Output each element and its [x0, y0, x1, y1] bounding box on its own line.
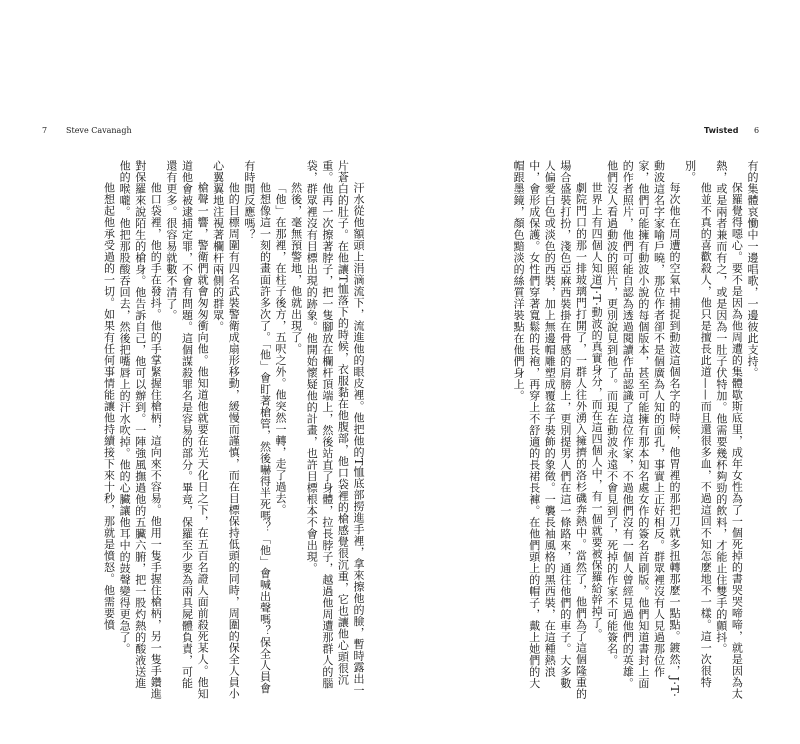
paragraph: 然後，毫無預警地，他就出現了。 — [289, 182, 303, 355]
body-text — [438, 160, 760, 700]
running-head-author: Steve Cavanagh — [66, 126, 132, 135]
paragraph: 他的目標周圍有四名武裝警衛成扇形移動，緩慢而謹慎，而在目標保持低頭的同時，周圍的保全人員小心翼翼地注視著欄杆兩側的群眾。 — [211, 160, 241, 700]
right-page — [400, 0, 800, 744]
paragraph: 他想起他承受過的一切。如果有任何事情能讓他持續接下來十秒，那就是憤怒。他需要憤 — [102, 182, 116, 631]
paragraph: 汗水從他額頭上涓滴流下，流進他的眼皮裡。他把他的T恤底部撈進手裡，拿來擦他的臉，暫時露出一片蒼白的肚子。在他讓T恤落下的時候，衣服黏在他腹部，他口袋裡的槍感覺很沉重，它也讓他心頭很沉重。他再一次擦著脖子，把一隻腳放在欄杆頂端上，然後站直了身體，拉長脖子，越過他周遭那群人的腦袋，群眾裡沒有目標出現的跡象。他開始懷疑他的計畫，也許目標根本不會出現。 — [305, 160, 365, 696]
page-number: 7 — [42, 126, 48, 135]
paragraph: 劇院門口的那一排玻璃門打開了，一群人往外湧入擁擠的洛杉磯奔熱中。當然了，他們為了這個隆重的場合盛裝打扮，淺色亞麻西裝掛在骨感的肩膀上，更別提男人們在這一條路來，通往他們的車子。大多數人偏愛白色或淡色的西裝，加上無邊帽雕塑成覆盆子裝飾的象徵。一襲長袖風格的黑西裝，在這種熱浪中，會形成保護。女性們穿著寬鬆的長袍，再穿上不舒適的長裙長褲。在他們頭上的帽子，戴上她們的大帽跟墨鏡，顏色黯淡的絲質洋裝點在他們身上。 — [512, 160, 588, 700]
paragraph: 「他」在那裡，在柱子後方，五呎之外。他突然一轉，走了過去。 — [274, 182, 288, 516]
paragraph: 每次他在周遭的空氣中捕捉到動波這個名字的時候，他胃裡的那把刀就多扭轉那麼一點點。鍍然，J·T·動波這名字家喻戶曉，那位作者卻不是個廣為人知的面孔，事實上正好相反。群眾裡沒有人見過那位作家，他們可能擁有動波小說的每個版本，甚至可能擁有那本知名處女作的簽名首刷版。他們知道書封上面的作者照片，他們可能自認為透過閱讀作品認識了這位作家，不過他們沒有一個人曾經見過他們的英雄。他們沒人看過動波的照片，更別說見到他了。而現在動波永遠不會見到了，死掉的作家不可能簽名。 — [605, 160, 682, 698]
paragraph: 有的集體哀慟中一邊唱歌，一邊彼此支持。 — [746, 160, 759, 379]
paragraph: 他口袋裡，他的手在發抖。他的手掌緊握住槍柄，這向來不容易。他用一隻手握住槍柄，另一隻手鑽進對保羅來說陌生的槍身。他告訴自己，他可以辦到。一陣強風撫過他的五臟六腑，把一股灼熱的酸液送進他的喉嚨。他把那股酸吞回去，然後把嘴唇上的汗水吹掉。他的心臟讓他耳中的鼓聲變得更急了。 — [118, 160, 163, 700]
paragraph: 保羅覺得噁心。要不是因為他周遭的集體歇斯底里，成年女性為了一個死掉的書哭哭啼啼，就是因為太熱，或是兩者兼而有之，或是因為一肚子伏特加。他需要幾杯夠勁的飲料，才能止住雙手的顫抖。 — [714, 160, 744, 700]
paragraph: 他並不真的喜歡殺人，他只是擅長此道——而且還很多血，不過這回不知怎麼地不一樣。這一次很特別。 — [683, 160, 713, 688]
page-number: 6 — [754, 126, 760, 135]
paragraph: 世界上有四個人知道J·T·動波的真實身分，而在這四個人中，有一個就要被保羅給幹掉了。 — [590, 182, 604, 640]
paragraph: 他想像這一刻的畫面許多次了。「他」會盯著槍管，然後嚇得半死嗎？「他」會喊出聲嗎？保全人員會有時間反應嗎？ — [242, 160, 272, 694]
body-text — [44, 160, 366, 700]
paragraph: 槍聲一響，警衛們就會匆匆衝向他。他知道他就要在光天化日之下，在五百名證人面前殺死某人。他知道他會被逮捕定罪，不會有問題。這個謀殺罪名是容易的部分。畢竟，保羅至少要為兩具屍體負責，可能還有更多。很容易就數不清了。 — [164, 160, 210, 700]
running-head-title: Twisted — [704, 126, 739, 135]
